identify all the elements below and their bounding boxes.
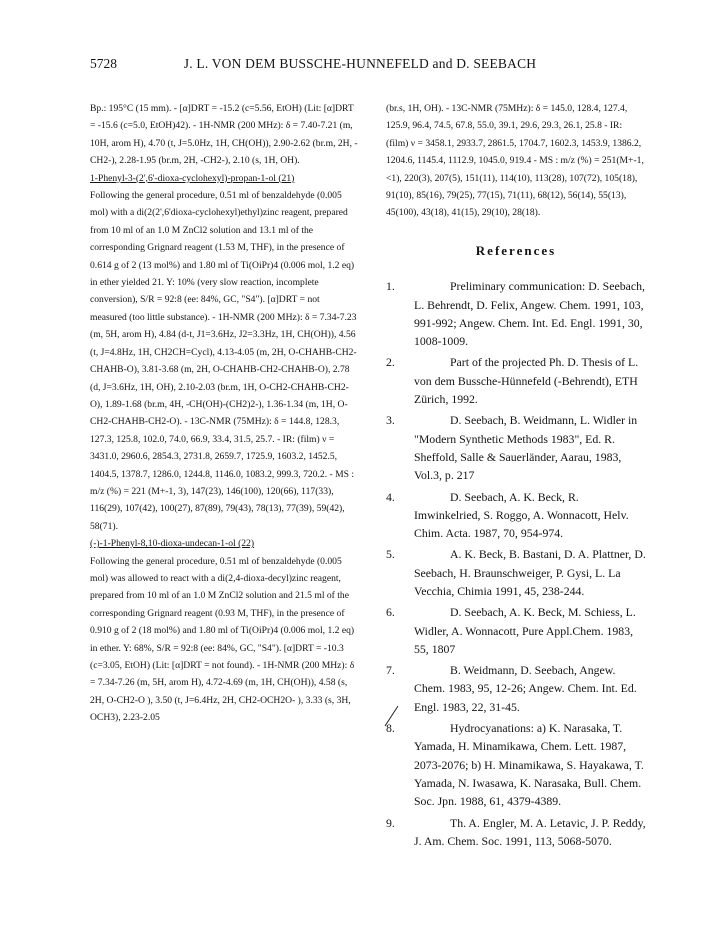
references-heading: References [475, 242, 557, 258]
reference-text: B. Weidmann, D. Seebach, Angew. Chem. 1983, 95, 12-26; Angew. Chem. Int. Ed. Engl. 1983, 22, 31-45. [414, 663, 637, 714]
reference-text: A. K. Beck, B. Bastani, D. A. Plattner, D. Seebach, H. Braunschweiger, P. Gysi, L. La Vecchia, Chimia 1991, 45, 238-244. [414, 547, 646, 598]
reference-number: 7. [386, 663, 395, 678]
reference-number: 4. [386, 489, 395, 504]
reference-item [386, 603, 646, 658]
reference-text: Preliminary communication: D. Seebach, L. Behrendt, D. Felix, Angew. Chem. 1991, 103, 991-992; Angew. Chem. Int. Ed. Engl. 1991, 30, 1008-1009. [414, 279, 645, 349]
reference-item [386, 411, 646, 484]
right-column [386, 100, 646, 853]
page-header [90, 56, 630, 76]
handwritten-margin-mark [382, 704, 404, 730]
reference-text: Part of the projected Ph. D. Thesis of L. von dem Bussche-Hünnefeld (-Behrendt), ETH Zürich, 1992. [414, 355, 639, 407]
references-list [386, 277, 646, 850]
reference-number: 2. [386, 355, 395, 370]
paragraph: Following the general procedure, 0.51 ml of benzaldehyde (0.005 mol) with a di(2(2',6'dioxa-cyclohexyl)ethyl)zinc reagent, prepared from 10 ml of an 1.0 M ZnCl2 solution and 13.1 ml of the corresponding Grignard reagent (1.53 M, THF), in the presence of 0.614 g of 2 (13 mol%) and 1.80 ml of Ti(OiPr)4 (0.006 mol, 1.2 eq) in ether yielded 21. Y: 10% (very slow reaction, incomplete conversion), S/R = 92:8 (ee: 84%, GC, "S4"). [α]DRT = not measured (too little substance). - 1H-NMR (200 MHz): δ = 7.34-7.23 (m, 5H, arom H), 4.84 (d-t, J1=3.6Hz, J2=3.3Hz, 1H, CH(OH)), 4.56 (t, J=4.8Hz, 1H, CH2CH=Cycl), 4.13-4.05 (m, 2H, O-CHAHB-CH2-CHAHB-O), 3.81-3.68 (m, 2H, O-CHAHB-CH2-CHAHB-O), 2.78 (d, J=3.6Hz, 1H, OH), 2.10-2.03 (br.m, 1H, O-CH2-CHAHB-CH2-O), 1.89-1.68 (br.m, 4H, -CH(OH)-(CH2)2-), 1.36-1.34 (m, 1H, O-CH2-CHAHB-CH2-O). - 13C-NMR (75MHz): δ = 144.8, 128.3, 127.3, 125.8, 102.0, 74.0, 66.9, 33.4, 31.5, 25.7. - IR: (film) ν = 3431.0, 2960.6, 2854.3, 2731.8, 2659.7, 1725.9, 1603.2, 1452.5, 1404.5, 1378.7, 1286.0, 1244.8, 1146.0, 1083.2, 999.3, 720.2. - MS : m/z (%) = 221 (M+-1, 3), 147(23), 146(100), 120(66), 117(33), 116(29), 107(42), 100(27), 87(89), 79(43), 78(13), 77(39), 59(42), 58(71). [90, 190, 357, 532]
reference-number: 1. [386, 279, 395, 294]
compound-title: (-)-1-Phenyl-8,10-dioxa-undecan-1-ol (22) [90, 538, 255, 550]
reference-item [386, 353, 646, 408]
reference-number: 9. [386, 815, 395, 830]
reference-text: Hydrocyanations: a) K. Narasaka, T. Yamada, H. Minamikawa, Chem. Lett. 1987, 2073-2076; b) H. Minamikawa, S. Hayakawa, T. Yamada, N. Iwasawa, K. Narasaka, Bull. Chem. Soc. Jpn. 1988, 61, 4379-4389. [414, 721, 644, 809]
reference-number: 3. [386, 413, 395, 428]
page-number: 5728 [90, 56, 117, 71]
left-column [90, 100, 358, 727]
reference-item [386, 545, 646, 600]
reference-number: 8. [386, 721, 395, 736]
reference-item [386, 277, 646, 350]
running-head: J. L. VON DEM BUSSCHE-HUNNEFELD and D. SEEBACH [183, 56, 537, 71]
reference-text: Th. A. Engler, M. A. Letavic, J. P. Reddy, J. Am. Chem. Soc. 1991, 113, 5068-5070. [414, 815, 646, 848]
reference-number: 5. [386, 547, 395, 562]
reference-item [386, 661, 646, 716]
reference-text: D. Seebach, A. K. Beck, R. Imwinkelried, S. Roggo, A. Wonnacott, Helv. Chim. Acta. 1987, 70, 954-974. [414, 489, 629, 541]
paragraph: Following the general procedure, 0.51 ml of benzaldehyde (0.005 mol) was allowed to react with a di(2,4-dioxa-decyl)zinc reagent, prepared from 10 ml of an 1.0 M ZnCl2 solution and 21.5 ml of the corresponding Grignard reagent (0.93 M, THF), in the presence of 0.910 g of 2 (18 mol%) and 1.80 ml of Ti(OiPr)4 (0.006 mol, 1.2 eq) in ether. Y: 68%, S/R = 92:8 (ee: 84%, GC, "S4"). [α]DRT = -10.3 (c=3.05, EtOH) (Lit: [α]DRT = not found). - 1H-NMR (200 MHz): δ = 7.34-7.26 (m, 5H, arom H), 4.72-4.69 (m, 1H, CH(OH)), 4.58 (s, 2H, O-CH2-O ), 3.50 (t, J=6.4Hz, 2H, CH2-OCH2O- ), 3.33 (s, 3H, OCH3), 2.23-2.05 [90, 555, 355, 724]
compound-title: 1-Phenyl-3-(2',6'-dioxa-cyclohexyl)-propan-1-ol (21) [90, 172, 295, 184]
reference-item [386, 814, 646, 851]
reference-item [386, 719, 646, 810]
reference-number: 6. [386, 605, 395, 620]
reference-item [386, 488, 646, 543]
reference-text: D. Seebach, B. Weidmann, L. Widler in "Modern Synthetic Methods 1983", Ed. R. Sheffold, Salle & Sauerländer, Aarau, 1983, Vol.3, p. 217 [414, 413, 638, 483]
paragraph: (br.s, 1H, OH). - 13C-NMR (75MHz): δ = 145.0, 128.4, 127.4, 125.9, 96.4, 74.5, 67.8, 55.0, 39.1, 29.6, 29.3, 26.1, 25.8 - IR: (film) ν = 3458.1, 2933.7, 2861.5, 1704.7, 1602.3, 1453.9, 1386.2, 1204.6, 1145.4, 1112.9, 1045.0, 919.4 - MS : m/z (%) = 251(M+-1, <1), 220(3), 207(5), 151(11), 114(10), 113(28), 107(72), 105(18), 91(10), 85(16), 79(25), 77(15), 71(11), 68(12), 56(14), 55(13), 45(100), 43(18), 41(15), 29(10), 28(18). [386, 103, 644, 219]
reference-text: D. Seebach, A. K. Beck, M. Schiess, L. Widler, A. Wonnacott, Pure Appl.Chem. 1983, 55, 1807 [414, 605, 636, 656]
paragraph: Bp.: 195°C (15 mm). - [α]DRT = -15.2 (c=5.56, EtOH) (Lit: [α]DRT = -15.6 (c=5.0, EtOH)42). - 1H-NMR (200 MHz): δ = 7.40-7.21 (m, 10H, arom H), 4.70 (t, J=5.0Hz, 1H, CH(OH)), 2.90-2.62 (br.m, 2H, -CH2-), 2.28-1.95 (br.m, 2H, -CH2-), 2.10 (s, 1H, OH). [90, 103, 358, 167]
